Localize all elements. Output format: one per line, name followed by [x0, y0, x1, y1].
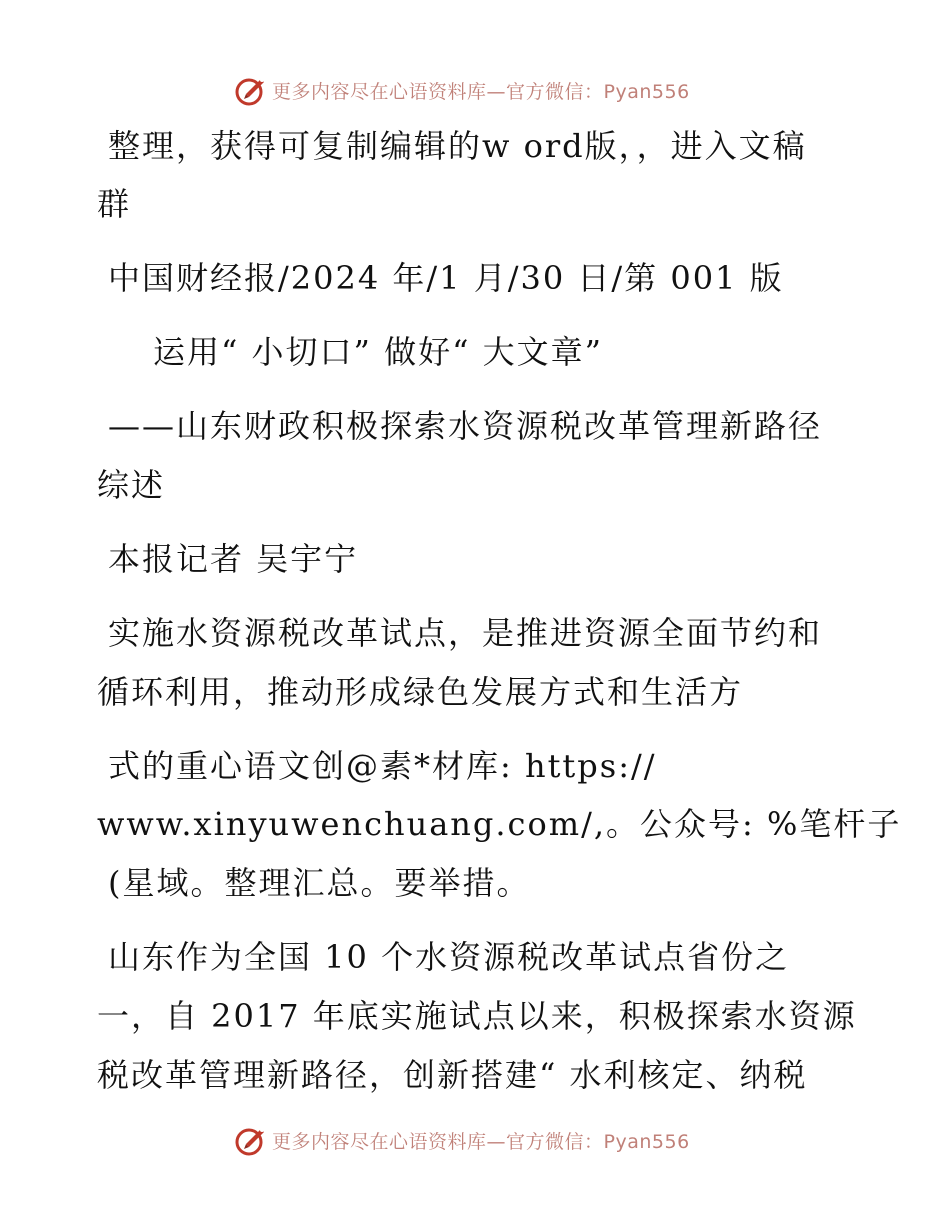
text-line: 群: [97, 185, 132, 223]
text-line: 实施水资源税改革试点，是推进资源全面节约和: [108, 614, 823, 652]
text-line: www.xinyuwenchuang.com/,。公众号: %笔杆子: [97, 805, 902, 843]
text-line: 整理，获得可复制编辑的w ord版，，进入文稿: [108, 127, 807, 165]
article-title: 运用“ 小切口” 做好“ 大文章”: [153, 333, 603, 371]
article-subtitle-cont: 综述: [97, 466, 166, 504]
text-line: 循环利用，推动形成绿色发展方式和生活方: [97, 673, 744, 711]
banner-text: 更多内容尽在心语资料库—官方微信：Pyan556: [272, 1130, 690, 1153]
text-line: 税改革管理新路径，创新搭建“ 水利核定、纳税: [97, 1056, 808, 1094]
footer-banner: [0, 1120, 950, 1160]
text-line: 山东作为全国 10 个水资源税改革试点省份之: [108, 938, 790, 976]
header-banner: [0, 70, 950, 110]
pen-nib-logo-icon: [234, 73, 268, 107]
text-line: (星域。整理汇总。要举措。: [108, 864, 531, 902]
banner-text: 更多内容尽在心语资料库—官方微信：Pyan556: [272, 80, 690, 103]
byline: 本报记者 吴宇宁: [108, 540, 359, 578]
text-line: 中国财经报/2024 年/1 月/30 日/第 001 版: [108, 259, 784, 297]
text-line: 一，自 2017 年底实施试点以来，积极探索水资源: [97, 997, 857, 1035]
pen-nib-logo-icon: [234, 1123, 268, 1157]
text-line: 式的重心语文创@素*材库: https://: [108, 747, 657, 785]
article-subtitle: ——山东财政积极探索水资源税改革管理新路径: [108, 407, 823, 445]
